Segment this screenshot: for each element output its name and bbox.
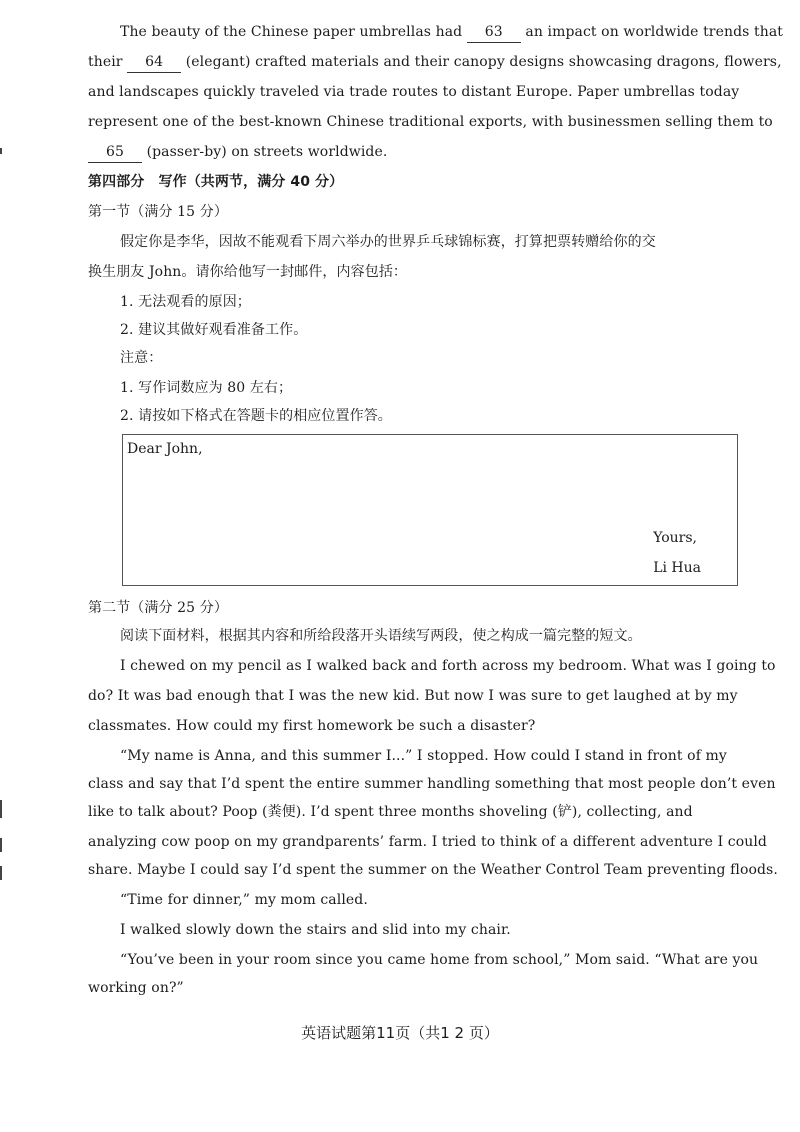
scan-mark: [0, 838, 2, 852]
story-line: “You’ve been in your room since you came home from school,” Mom said. “What are you: [120, 952, 759, 968]
letter-closing: Yours,: [653, 530, 698, 546]
letter-signature: Li Hua: [653, 560, 701, 576]
story-line: I chewed on my pencil as I walked back and forth across my bedroom. What was I going to: [120, 658, 776, 674]
passage-text: an impact on worldwide trends that: [525, 24, 783, 40]
story-line: do? It was bad enough that I was the new kid. But now I was sure to get laughed at by my: [88, 688, 738, 704]
part4-title: 第四部分 写作（共两节，满分 40 分）: [88, 174, 344, 190]
letter-format-box: [122, 434, 738, 586]
passage-line-5: [88, 142, 748, 163]
story-line: I walked slowly down the stairs and slid into my chair.: [120, 922, 511, 938]
section2-title: 第二节（满分 25 分）: [88, 600, 228, 616]
passage-text: (passer-by) on streets worldwide.: [146, 144, 388, 160]
story-line: share. Maybe I could say I’d spent the summer on the Weather Control Team preventing floods.: [88, 862, 778, 878]
note-title: 注意：: [120, 350, 163, 366]
blank-63: 63: [467, 22, 521, 43]
story-line: like to talk about? Poop (粪便). I’d spent three months shoveling (铲), collecting, and: [88, 804, 693, 820]
story-line: “Time for dinner,” my mom called.: [120, 892, 368, 908]
letter-closing-block: [653, 523, 701, 583]
note-1: 1. 写作词数应为 80 左右；: [120, 380, 293, 396]
story-line: analyzing cow poop on my grandparents’ farm. I tried to think of a different adventure I could: [88, 834, 767, 850]
section2-instruction: 阅读下面材料，根据其内容和所给段落开头语续写两段，使之构成一篇完整的短文。: [120, 628, 642, 644]
passage-line-3: and landscapes quickly traveled via trade routes to distant Europe. Paper umbrellas today: [88, 84, 740, 100]
story-line: working on?”: [88, 980, 184, 996]
section1-prompt-line2: 换生朋友 John。请你给他写一封邮件，内容包括：: [88, 264, 408, 280]
letter-salutation: Dear John,: [127, 441, 203, 457]
blank-64: 64: [127, 52, 181, 73]
story-line: “My name is Anna, and this summer I...” I stopped. How could I stand in front of my: [120, 748, 727, 764]
passage-line-1: [120, 22, 783, 43]
passage-text: their: [88, 54, 123, 70]
scan-mark: [0, 800, 2, 818]
page-footer: 英语试题第11页（共1 2 页）: [301, 1024, 499, 1042]
passage-text: The beauty of the Chinese paper umbrellas had: [120, 24, 463, 40]
passage-line-2: [88, 52, 782, 73]
section1-point-2: 2. 建议其做好观看准备工作。: [120, 322, 308, 338]
story-line: classmates. How could my first homework be such a disaster?: [88, 718, 536, 734]
passage-text: (elegant) crafted materials and their canopy designs showcasing dragons, flowers,: [185, 54, 782, 70]
scan-mark: [0, 866, 2, 880]
scan-mark: [0, 148, 2, 154]
blank-65: 65: [88, 142, 142, 163]
note-2: 2. 请按如下格式在答题卡的相应位置作答。: [120, 408, 392, 424]
passage-line-4: represent one of the best-known Chinese traditional exports, with businessmen selling them to: [88, 114, 773, 130]
section1-point-1: 1. 无法观看的原因；: [120, 294, 251, 310]
section1-prompt-line1: 假定你是李华，因故不能观看下周六举办的世界乒乓球锦标赛，打算把票转赠给你的交: [120, 234, 656, 250]
story-line: class and say that I’d spent the entire summer handling something that most people don’t even: [88, 776, 776, 792]
section1-title: 第一节（满分 15 分）: [88, 204, 228, 220]
